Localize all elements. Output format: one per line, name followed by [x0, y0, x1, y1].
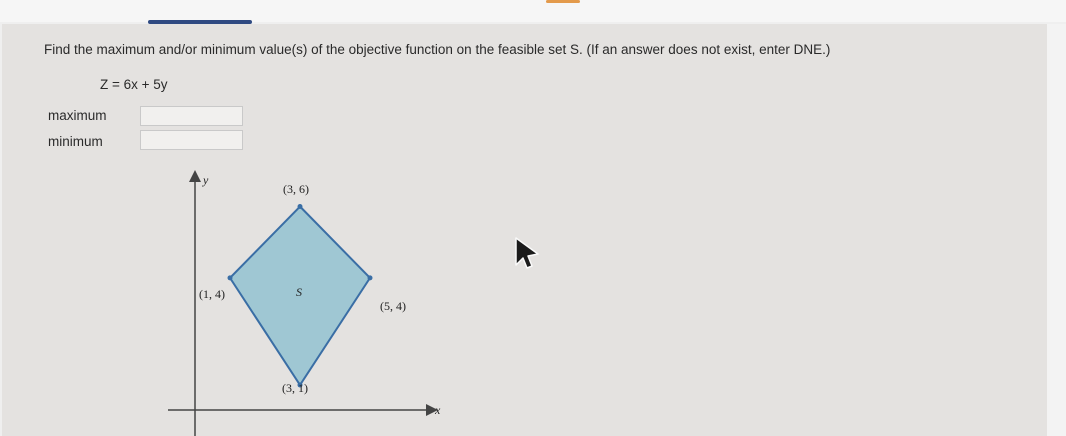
objective-function: Z = 6x + 5y — [100, 77, 168, 92]
vertex-label-3-1: (3, 1) — [282, 381, 308, 395]
minimum-label: minimum — [48, 134, 103, 149]
region-label: S — [296, 285, 302, 299]
y-axis-label: y — [203, 173, 209, 187]
vertex-label-1-4: (1, 4) — [199, 287, 225, 301]
question-text: Find the maximum and/or minimum value(s) of the objective function on the feasible set S. (If an answer does not exist, enter DNE.) — [44, 42, 831, 57]
mouse-pointer-icon — [516, 238, 538, 268]
vertex-point — [298, 204, 303, 209]
vertex-point — [228, 275, 233, 280]
x-axis-label: x — [435, 403, 441, 417]
vertex-label-5-4: (5, 4) — [380, 299, 406, 313]
vertex-point — [368, 275, 373, 280]
maximum-label: maximum — [48, 108, 107, 123]
vertex-label-3-6: (3, 6) — [283, 182, 309, 196]
